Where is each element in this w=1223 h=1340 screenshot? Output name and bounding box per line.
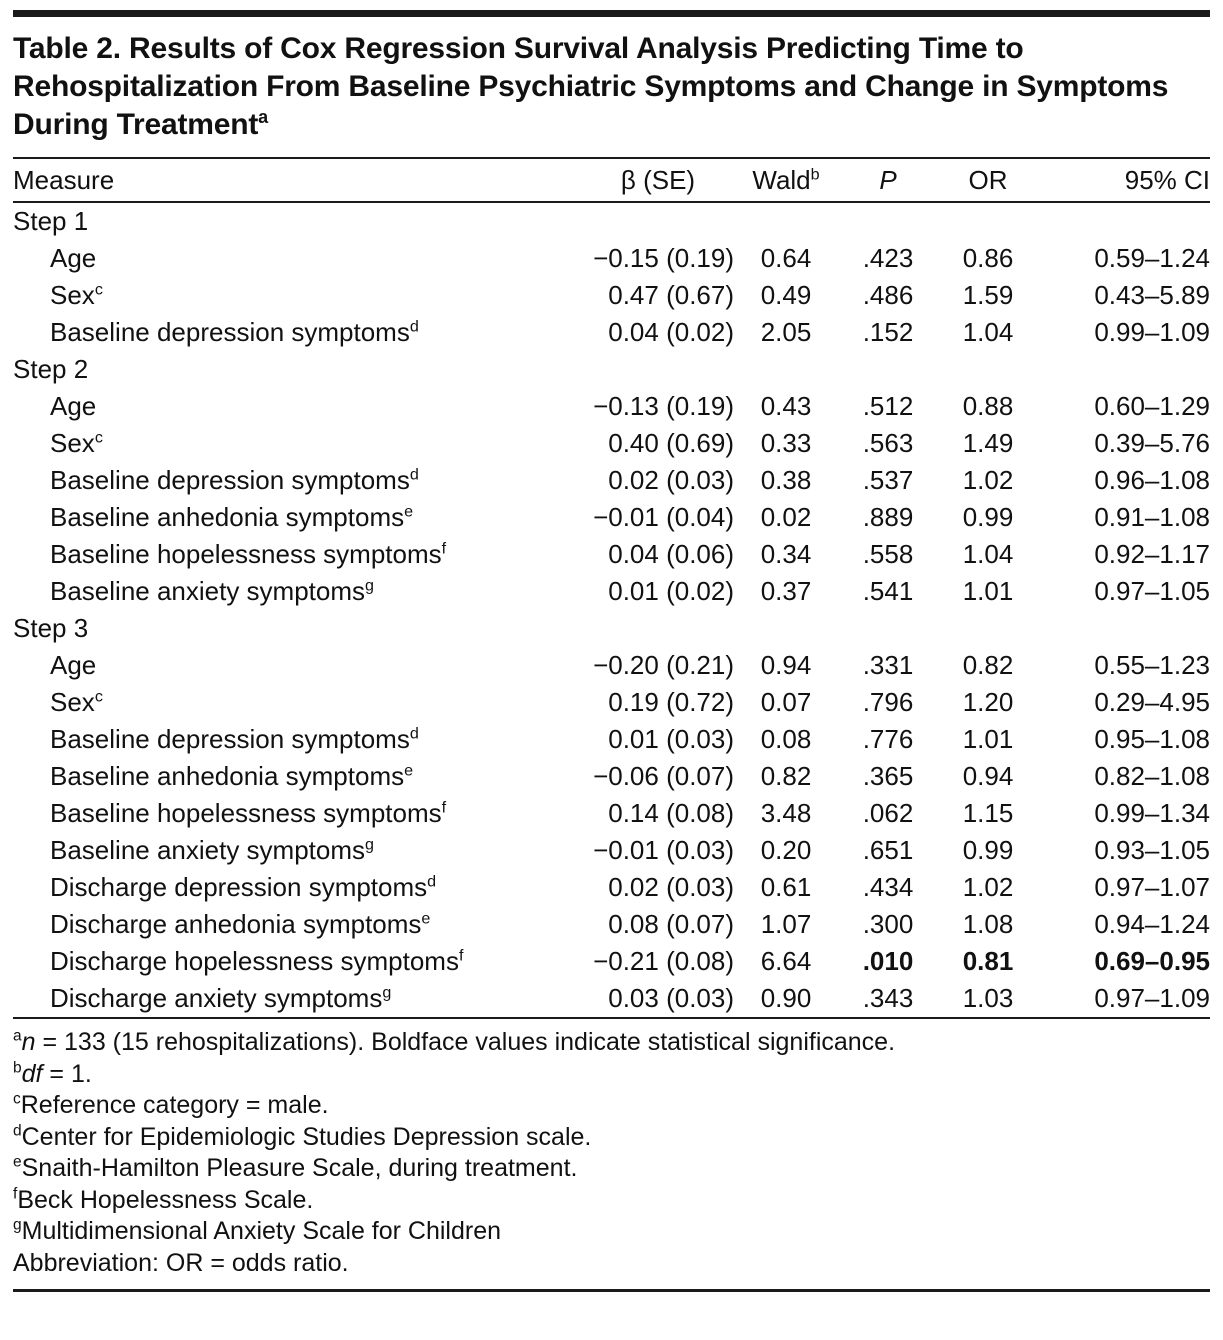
ci-cell: 0.97–1.09 [1038,980,1210,1018]
ci-cell: 0.97–1.05 [1094,576,1210,606]
odds-ratio-cell: 0.99 [962,835,1014,865]
odds-ratio-cell: 1.02 [962,465,1014,495]
footnote-marker: g [382,983,392,1002]
ci-cell: 0.97–1.07 [1094,872,1210,902]
odds-ratio-cell: 0.82 [962,650,1014,680]
footnotes [13,1027,1210,1279]
p-value-cell: .486 [862,280,914,310]
beta-se-cell: 0.19 (0.72) [608,687,734,717]
ci-cell: 0.93–1.05 [1094,835,1210,865]
measure-cell [13,795,582,832]
wald-cell: 0.38 [760,465,812,495]
table-row [13,684,1210,721]
beta-se-cell: 0.02 (0.03) [608,465,734,495]
wald-cell: 0.34 [760,539,812,569]
measure-label: Age [50,243,97,273]
section-label: Step 2 [13,354,89,384]
measure-label: Sex [50,280,95,310]
top-rule [13,10,1210,17]
measure-label: Age [50,650,97,680]
measure-label: Age [50,391,97,421]
footnote-marker: e [404,502,414,521]
footnote-marker: c [94,428,103,447]
p-value-cell: .010 [862,946,914,976]
p-value-cell: .300 [862,909,914,939]
measure-cell [13,832,582,869]
footnote-marker-a: a [258,107,268,127]
section-row-step-3 [13,610,1210,647]
p-value-cell: .537 [862,465,914,495]
measure-label: Sex [50,428,95,458]
wald-cell: 0.20 [760,835,812,865]
footnote-marker: c [94,280,103,299]
footnote-marker: d [427,872,437,891]
footnote-b [13,1059,1210,1091]
ci-cell: 0.59–1.24 [1094,243,1210,273]
p-value-cell: .558 [862,539,914,569]
ci-cell: 0.39–5.76 [1094,428,1210,458]
beta-se-cell: 0.04 (0.02) [608,317,734,347]
ci-cell: 0.69–0.95 [1094,946,1210,976]
p-value-cell: .796 [862,687,914,717]
table-title [13,30,1210,144]
footnote-marker: e [404,761,414,780]
measure-cell [13,462,582,499]
bottom-rule [13,1289,1210,1292]
footnote-d [13,1122,1210,1154]
measure-cell [13,425,582,462]
footnote-text: Multidimensional Anxiety Scale for Children [21,1217,502,1245]
beta-se-cell: −0.01 (0.03) [593,835,734,865]
measure-cell [13,758,582,795]
measure-cell [13,388,582,425]
beta-se-cell: 0.08 (0.07) [608,909,734,939]
table-title-text: Table 2. Results of Cox Regression Survival Analysis Predicting Time to Rehospitalization From Baseline Psychiatric Symptoms and Change in Symptoms During Treatment [13,32,1169,141]
beta-se-cell: 0.03 (0.03) [582,980,734,1018]
odds-ratio-cell: 1.01 [962,724,1014,754]
ci-cell: 0.82–1.08 [1094,761,1210,791]
p-value-cell: .423 [862,243,914,273]
footnote-f [13,1185,1210,1217]
measure-label: Baseline hopelessness symptoms [50,798,442,828]
wald-cell: 0.61 [760,872,812,902]
footnote-text: = 1. [42,1059,92,1088]
measure-label: Baseline depression symptoms [50,465,410,495]
odds-ratio-cell: 0.99 [962,502,1014,532]
col-header-ci: 95% CI [1038,158,1210,202]
measure-cell [13,314,582,351]
table-row [13,721,1210,758]
ci-cell: 0.99–1.09 [1094,317,1210,347]
beta-se-cell: −0.20 (0.21) [593,650,734,680]
measure-cell [13,499,582,536]
measure-cell [13,684,582,721]
section-row-step-2 [13,351,1210,388]
col-header-wald-label: Wald [752,165,811,195]
table-row [13,832,1210,869]
footnote-marker: e [421,909,431,928]
beta-se-cell: −0.13 (0.19) [593,391,734,421]
p-value-cell: .889 [862,502,914,532]
footnote-marker: c [13,1090,21,1108]
p-value-cell: .434 [862,872,914,902]
footnote-c [13,1090,1210,1122]
measure-label: Baseline anxiety symptoms [50,576,366,606]
footnote-text: Center for Epidemiologic Studies Depression scale. [21,1122,592,1151]
p-value-cell: .365 [862,761,914,791]
wald-cell: 6.64 [760,946,812,976]
odds-ratio-cell: 1.08 [962,909,1014,939]
wald-cell: 0.33 [760,428,812,458]
table-row [13,758,1210,795]
measure-cell [13,277,582,314]
wald-cell: 0.94 [760,650,812,680]
table-row [13,536,1210,573]
wald-cell: 0.64 [760,243,812,273]
beta-se-cell: 0.47 (0.67) [608,280,734,310]
table-row [13,240,1210,277]
odds-ratio-cell: 0.88 [962,391,1014,421]
table-row [13,647,1210,684]
ci-cell: 0.94–1.24 [1094,909,1210,939]
table-row [13,462,1210,499]
footnote-marker: e [13,1153,22,1171]
beta-se-cell: 0.40 (0.69) [608,428,734,458]
beta-se-cell: 0.02 (0.03) [608,872,734,902]
odds-ratio-cell: 1.20 [962,687,1014,717]
ci-cell: 0.29–4.95 [1094,687,1210,717]
table-row-significant [13,943,1210,980]
footnote-marker: d [409,724,419,743]
measure-label: Sex [50,687,95,717]
footnote-marker: a [13,1027,22,1045]
col-header-or: OR [938,158,1038,202]
odds-ratio-cell: 1.01 [962,576,1014,606]
measure-label: Discharge anhedonia symptoms [50,909,422,939]
measure-label: Baseline depression symptoms [50,317,410,347]
ci-cell: 0.99–1.34 [1094,798,1210,828]
measure-label: Baseline depression symptoms [50,724,410,754]
ci-cell: 0.55–1.23 [1094,650,1210,680]
ci-cell: 0.60–1.29 [1094,391,1210,421]
wald-cell: 0.37 [760,576,812,606]
footnote-e [13,1153,1210,1185]
odds-ratio-cell: 1.59 [962,280,1014,310]
col-header-p: P [838,158,938,202]
measure-cell [13,906,582,943]
measure-label: Discharge depression symptoms [50,872,428,902]
measure-cell [13,869,582,906]
col-header-wald [734,158,838,202]
table-row [13,314,1210,351]
beta-se-cell: 0.04 (0.06) [608,539,734,569]
footnote-g [13,1216,1210,1248]
section-label: Step 1 [13,206,89,236]
table-row [13,980,1210,1018]
measure-cell [13,240,582,277]
footnote-marker: f [441,539,447,558]
footnote-text: Reference category = male. [20,1091,329,1119]
measure-cell [13,943,582,980]
p-value-cell: .343 [838,980,938,1018]
table-row [13,906,1210,943]
footnote-marker: d [409,317,419,336]
p-value-cell: .152 [862,317,914,347]
wald-cell: 3.48 [760,798,812,828]
beta-se-cell: −0.01 (0.04) [593,502,734,532]
section-label: Step 3 [13,613,89,643]
table-row [13,388,1210,425]
measure-label: Baseline anhedonia symptoms [50,502,405,532]
table-row [13,277,1210,314]
footnote-italic-term: n [21,1028,36,1056]
footnote-marker: d [13,1122,22,1140]
footnote-text: Beck Hopelessness Scale. [17,1185,314,1214]
footnote-marker: f [458,946,464,965]
measure-cell [13,980,582,1018]
odds-ratio-cell: 1.03 [938,980,1038,1018]
measure-cell [13,647,582,684]
footnote-marker: g [13,1216,22,1234]
p-value-cell: .512 [862,391,914,421]
measure-label: Baseline anxiety symptoms [50,835,366,865]
ci-cell: 0.92–1.17 [1094,539,1210,569]
odds-ratio-cell: 1.04 [962,539,1014,569]
footnote-text: Abbreviation: OR = odds ratio. [13,1248,349,1277]
footnote-italic-term: df [21,1059,43,1088]
footnote-marker: d [409,465,419,484]
odds-ratio-cell: 1.15 [962,798,1014,828]
footnote-marker: f [441,798,447,817]
odds-ratio-cell: 1.02 [962,872,1014,902]
p-value-cell: .563 [862,428,914,458]
measure-label: Baseline hopelessness symptoms [50,539,442,569]
footnote-text: Snaith-Hamilton Pleasure Scale, during treatment. [21,1154,578,1182]
p-value-cell: .776 [862,724,914,754]
wald-cell: 0.82 [760,761,812,791]
beta-se-cell: −0.15 (0.19) [593,243,734,273]
odds-ratio-cell: 1.49 [962,428,1014,458]
wald-cell: 0.49 [760,280,812,310]
wald-cell: 1.07 [760,909,812,939]
footnote-a [13,1027,1210,1059]
odds-ratio-cell: 0.81 [962,946,1014,976]
measure-cell [13,573,582,610]
beta-se-cell: 0.01 (0.02) [608,576,734,606]
beta-se-cell: 0.14 (0.08) [608,798,734,828]
table-row [13,499,1210,536]
beta-se-cell: −0.21 (0.08) [593,946,734,976]
footnote-marker: g [365,835,374,854]
col-header-beta-se: β (SE) [582,158,734,202]
ci-cell: 0.43–5.89 [1094,280,1210,310]
odds-ratio-cell: 0.86 [962,243,1014,273]
odds-ratio-cell: 0.94 [962,761,1014,791]
table-row [13,795,1210,832]
col-header-measure: Measure [13,158,582,202]
section-row-step-1 [13,202,1210,240]
wald-cell: 0.02 [760,502,812,532]
p-value-cell: .331 [862,650,914,680]
beta-se-cell: −0.06 (0.07) [593,761,734,791]
results-table [13,157,1210,1019]
odds-ratio-cell: 1.04 [962,317,1014,347]
wald-cell: 0.90 [734,980,838,1018]
footnote-marker: c [94,687,103,706]
footnote-text: = 133 (15 rehospitalizations). Boldface values indicate statistical significance. [35,1028,896,1056]
ci-cell: 0.95–1.08 [1094,724,1210,754]
footnote-marker: b [13,1059,22,1077]
measure-cell [13,721,582,758]
ci-cell: 0.96–1.08 [1094,465,1210,495]
measure-label: Discharge anxiety symptoms [50,983,383,1013]
p-value-cell: .062 [862,798,914,828]
footnote-marker: g [365,576,374,595]
wald-cell: 0.43 [760,391,812,421]
measure-label: Discharge hopelessness symptoms [50,946,459,976]
measure-label: Baseline anhedonia symptoms [50,761,405,791]
table-row [13,425,1210,462]
p-value-cell: .651 [862,835,914,865]
measure-cell [13,536,582,573]
table-row [13,573,1210,610]
beta-se-cell: 0.01 (0.03) [608,724,734,754]
wald-cell: 0.08 [760,724,812,754]
header-row [13,158,1210,202]
wald-cell: 0.07 [760,687,812,717]
ci-cell: 0.91–1.08 [1094,502,1210,532]
footnote-marker: f [13,1185,18,1203]
footnote-marker-b: b [810,165,820,184]
table-row [13,869,1210,906]
abbreviation-note [13,1248,1210,1280]
p-value-cell: .541 [862,576,914,606]
wald-cell: 2.05 [760,317,812,347]
